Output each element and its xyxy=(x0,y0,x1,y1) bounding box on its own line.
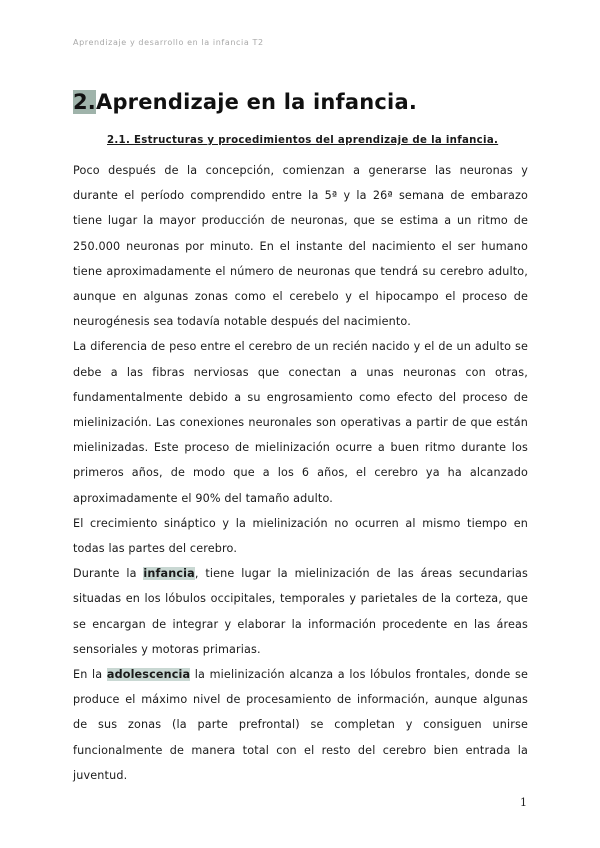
keyword-adolescencia: adolescencia xyxy=(106,668,191,682)
paragraph-4-lead: Durante la xyxy=(73,567,144,581)
paragraph-1: Poco después de la concepción, comienzan a generarse las neuronas y durante el período comprendido entre la 5ª y la 26ª semana de embarazo tiene lugar la mayor producción de neuronas, que se estima a un ritmo de 250.000 neuronas por minuto. En el instante del nacimiento el ser humano tiene aproximadamente el número de neuronas que tendrá su cerebro adulto, aunque en algunas zonas como el cerebelo y el hipocampo el proceso de neurogénesis sea todavía notable después del nacimiento. xyxy=(73,164,528,329)
paragraph-5-rest: la mielinización alcanza a los lóbulos frontales, donde se produce el máximo nivel de procesamiento de información, aunque algunas de sus zonas (la parte prefrontal) se completan y consiguen unirse funcionalmente de manera total con el resto del cerebro bien entrada la juventud. xyxy=(73,668,528,782)
paragraph-5-lead: En la xyxy=(73,668,107,682)
paragraph-5 xyxy=(73,662,528,788)
running-header: Aprendizaje y desarrollo en la infancia T2 xyxy=(73,38,264,47)
subsection-title: 2.1. Estructuras y procedimientos del aprendizaje de la infancia. xyxy=(107,135,499,146)
section-number: 2. xyxy=(73,90,96,114)
paragraph-4 xyxy=(73,561,528,662)
section-title xyxy=(73,90,417,114)
page-number: 1 xyxy=(520,796,527,809)
paragraph-3: El crecimiento sináptico y la mielinización no ocurren al mismo tiempo en todas las partes del cerebro. xyxy=(73,516,528,556)
section-title-text: Aprendizaje en la infancia. xyxy=(96,90,417,114)
paragraph-2: La diferencia de peso entre el cerebro de un recién nacido y el de un adulto se debe a las fibras nerviosas que conectan a unas neuronas con otras, fundamentalmente debido a su engrosamiento como efecto del proceso de mielinización. Las conexiones neuronales son operativas a partir de que están mielinizadas. Este proceso de mielinización ocurre a buen ritmo durante los primeros años, de modo que a los 6 años, el cerebro ya ha alcanzado aproximadamente el 90% del tamaño adulto. xyxy=(73,340,528,505)
paragraph-4-rest: , tiene lugar la mielinización de las áreas secundarias situadas en los lóbulos occipitales, temporales y parietales de la corteza, que se encargan de integrar y elaborar la información procedente en las áreas sensoriales y motoras primarias. xyxy=(73,567,529,656)
keyword-infancia: infancia xyxy=(143,567,195,581)
body-text xyxy=(73,158,528,788)
